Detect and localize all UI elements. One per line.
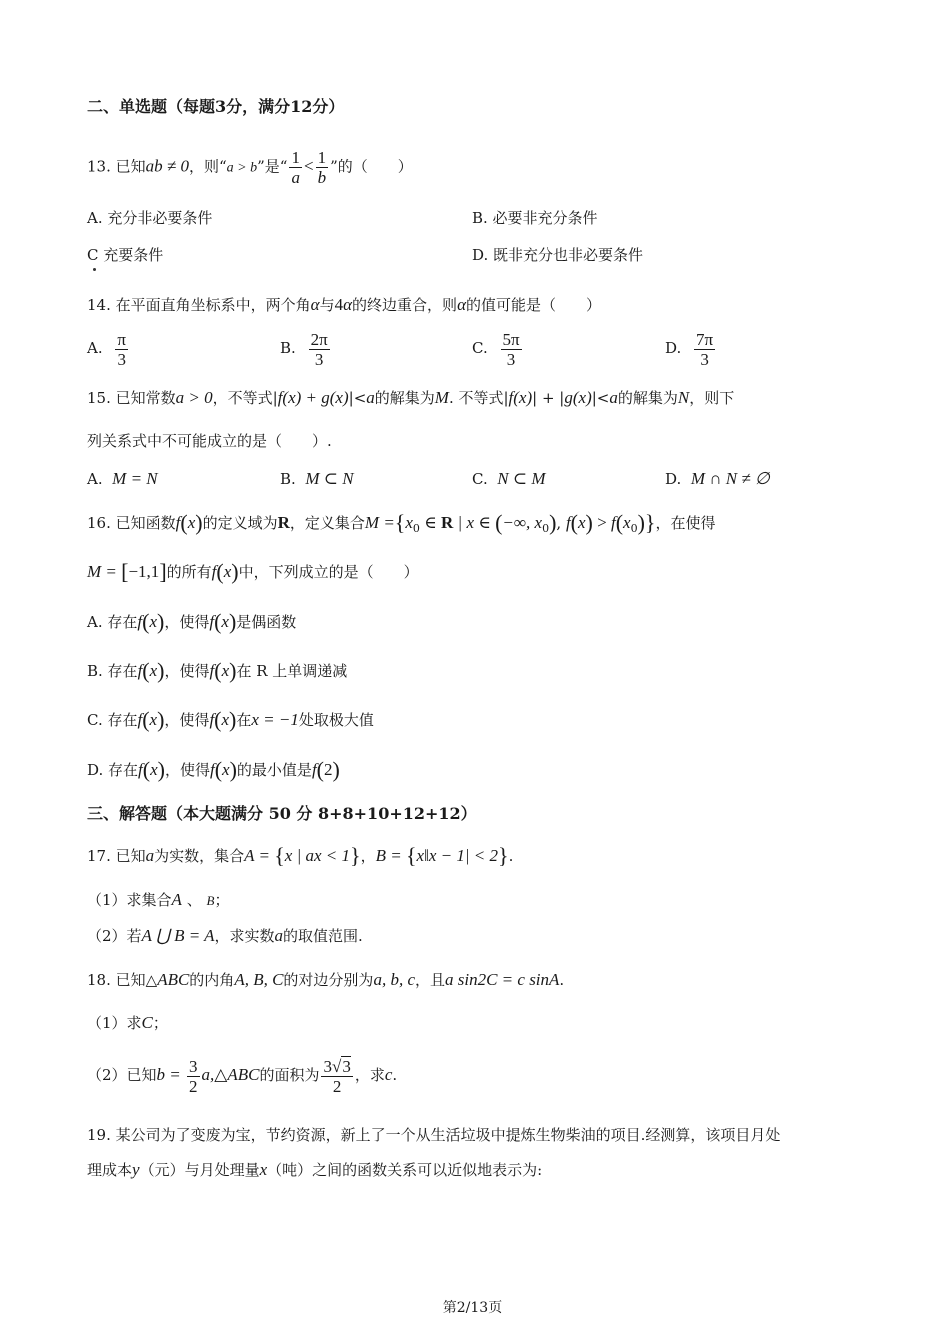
question-14: 14. 在平面直角坐标系中，两个角α与4α的终边重合，则α的值可能是（ ） bbox=[87, 295, 602, 314]
fraction: $\frac{1}{a}$ bbox=[291, 148, 300, 187]
option-c: C. $\frac{5\pi}{3}$ bbox=[472, 329, 520, 369]
option-b: B. $\frac{2\pi}{3}$ bbox=[280, 329, 328, 369]
section-heading: 二、单选题（每题3分，满分12分） bbox=[87, 97, 345, 116]
option-d: D. 存在f(x)，使得f(x)的最小值是f(2) bbox=[87, 757, 340, 782]
option-a: A. $\frac{\pi}{3}$ bbox=[87, 329, 126, 369]
option-b: B. M ⊂ N bbox=[280, 469, 354, 488]
part-2: （2）已知b = $\frac{3}{2}$ a,△ABC的面积为 $\frac{3√3}{2}$ ，求c. bbox=[87, 1056, 398, 1096]
question-19: 19. 某公司为了变废为宝，节约资源，新上了一个从生活垃圾中提炼生物柴油的项目.经测算，该项目月处 bbox=[87, 1126, 781, 1144]
question-13: 13. 已知ab ≠ 0，则“a > b”是“ $\frac{1}{a}$ < $\frac{1}{b}$ ”的（ ） bbox=[87, 148, 413, 187]
part-1: （1）求集合A 、 B； bbox=[87, 890, 230, 909]
stray-dot bbox=[93, 268, 96, 271]
option-a: A. 存在f(x)，使得f(x)是偶函数 bbox=[87, 609, 297, 634]
option-d: D. 既非充分也非必要条件 bbox=[472, 246, 644, 264]
page-number: 第2/13页 bbox=[442, 1300, 503, 1316]
question-15-line2: 列关系式中不可能成立的是（ ）. bbox=[87, 432, 332, 450]
part-1: （1）求C； bbox=[87, 1013, 168, 1032]
question-15: 15. 已知常数a > 0，不等式|f(x) + g(x)|<a的解集为M. 不等式|f(x)| + |g(x)|<a的解集为N，则下 bbox=[87, 388, 735, 407]
option-b: B. 必要非充分条件 bbox=[472, 209, 598, 227]
option-c: C 充要条件 bbox=[87, 246, 164, 264]
section-heading: 三、解答题（本大题满分 50 分 8+8+10+12+12） bbox=[87, 804, 477, 823]
part-2: （2）若A ⋃ B = A，求实数a的取值范围. bbox=[87, 926, 363, 945]
question-16-line2: M = [−1,1]的所有f(x)中，下列成立的是（ ） bbox=[87, 559, 419, 584]
option-d: D. $\frac{7\pi}{3}$ bbox=[665, 329, 714, 369]
option-c: C. 存在f(x)，使得f(x)在x = −1处取极大值 bbox=[87, 707, 374, 732]
option-c: C. N ⊂ M bbox=[472, 469, 546, 488]
question-16: 16. 已知函数f(x)的定义域为R，定义集合$M =\{x_0$ ∈ R | x ∈ (−∞, $x_0$), $f(x) > f(x_0)$}，在使得 bbox=[87, 510, 716, 535]
option-a: A. M = N bbox=[87, 469, 158, 488]
question-18: 18. 已知△ABC的内角A, B, C的对边分别为a, b, c，且a sin2C = c sinA. bbox=[87, 970, 565, 989]
option-b: B. 存在f(x)，使得f(x)在 R 上单调递减 bbox=[87, 658, 348, 683]
option-a: A. 充分非必要条件 bbox=[87, 209, 213, 227]
option-d: D. M ∩ N ≠ ∅ bbox=[665, 469, 770, 488]
fraction: $\frac{1}{b}$ bbox=[317, 148, 327, 187]
question-17: 17. 已知a为实数，集合A = {x | ax < 1}，B = {x‖x − 1| < 2}. bbox=[87, 843, 514, 868]
question-19-line2: 理成本y（元）与月处理量x（吨）之间的函数关系可以近似地表示为: bbox=[87, 1160, 543, 1179]
